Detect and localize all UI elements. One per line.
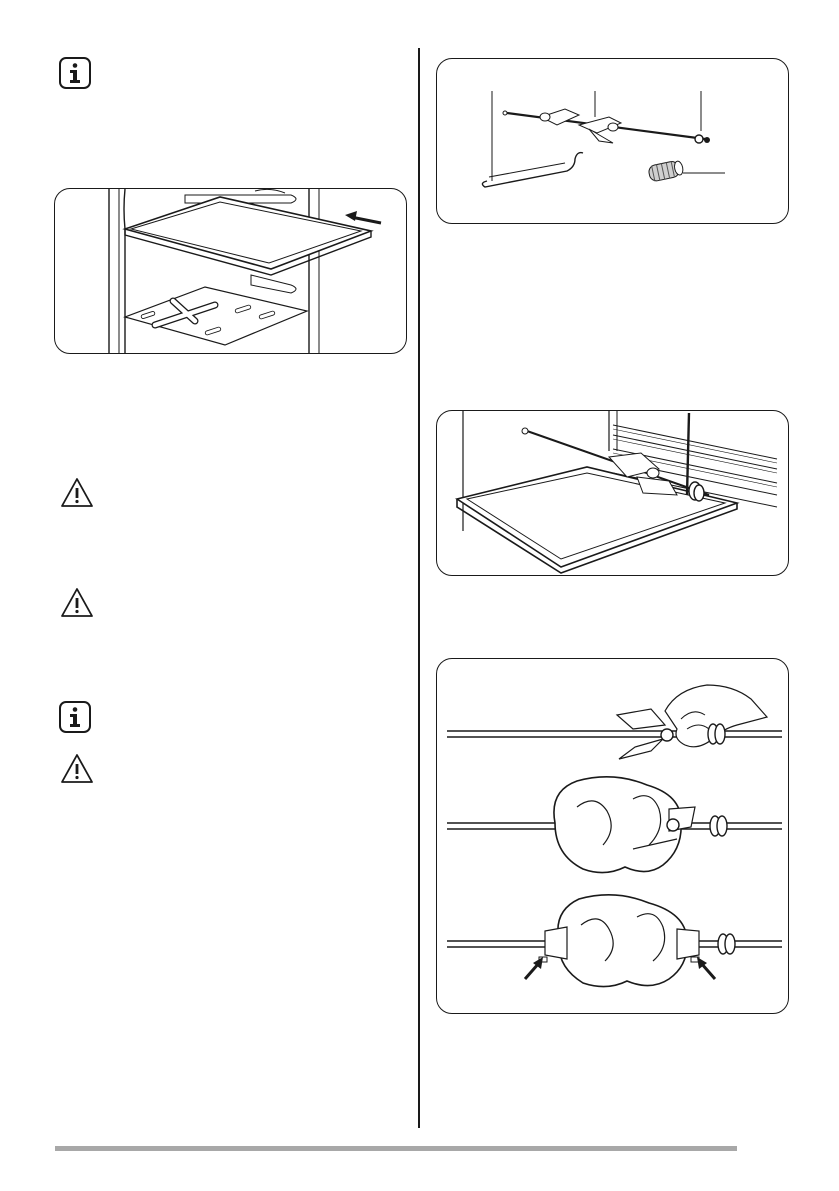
warning-icon xyxy=(60,586,94,620)
baking-tray-insertion-illustration xyxy=(54,188,407,354)
footer-rule xyxy=(55,1146,737,1151)
warning-icon xyxy=(60,476,94,510)
rotisserie-in-tray-illustration xyxy=(436,410,789,576)
poultry-on-spit-illustration xyxy=(436,658,789,1014)
rotisserie-parts-illustration xyxy=(436,58,789,224)
info-icon xyxy=(58,56,92,90)
info-icon xyxy=(58,700,92,734)
warning-icon xyxy=(60,752,94,786)
column-divider xyxy=(418,48,420,1128)
